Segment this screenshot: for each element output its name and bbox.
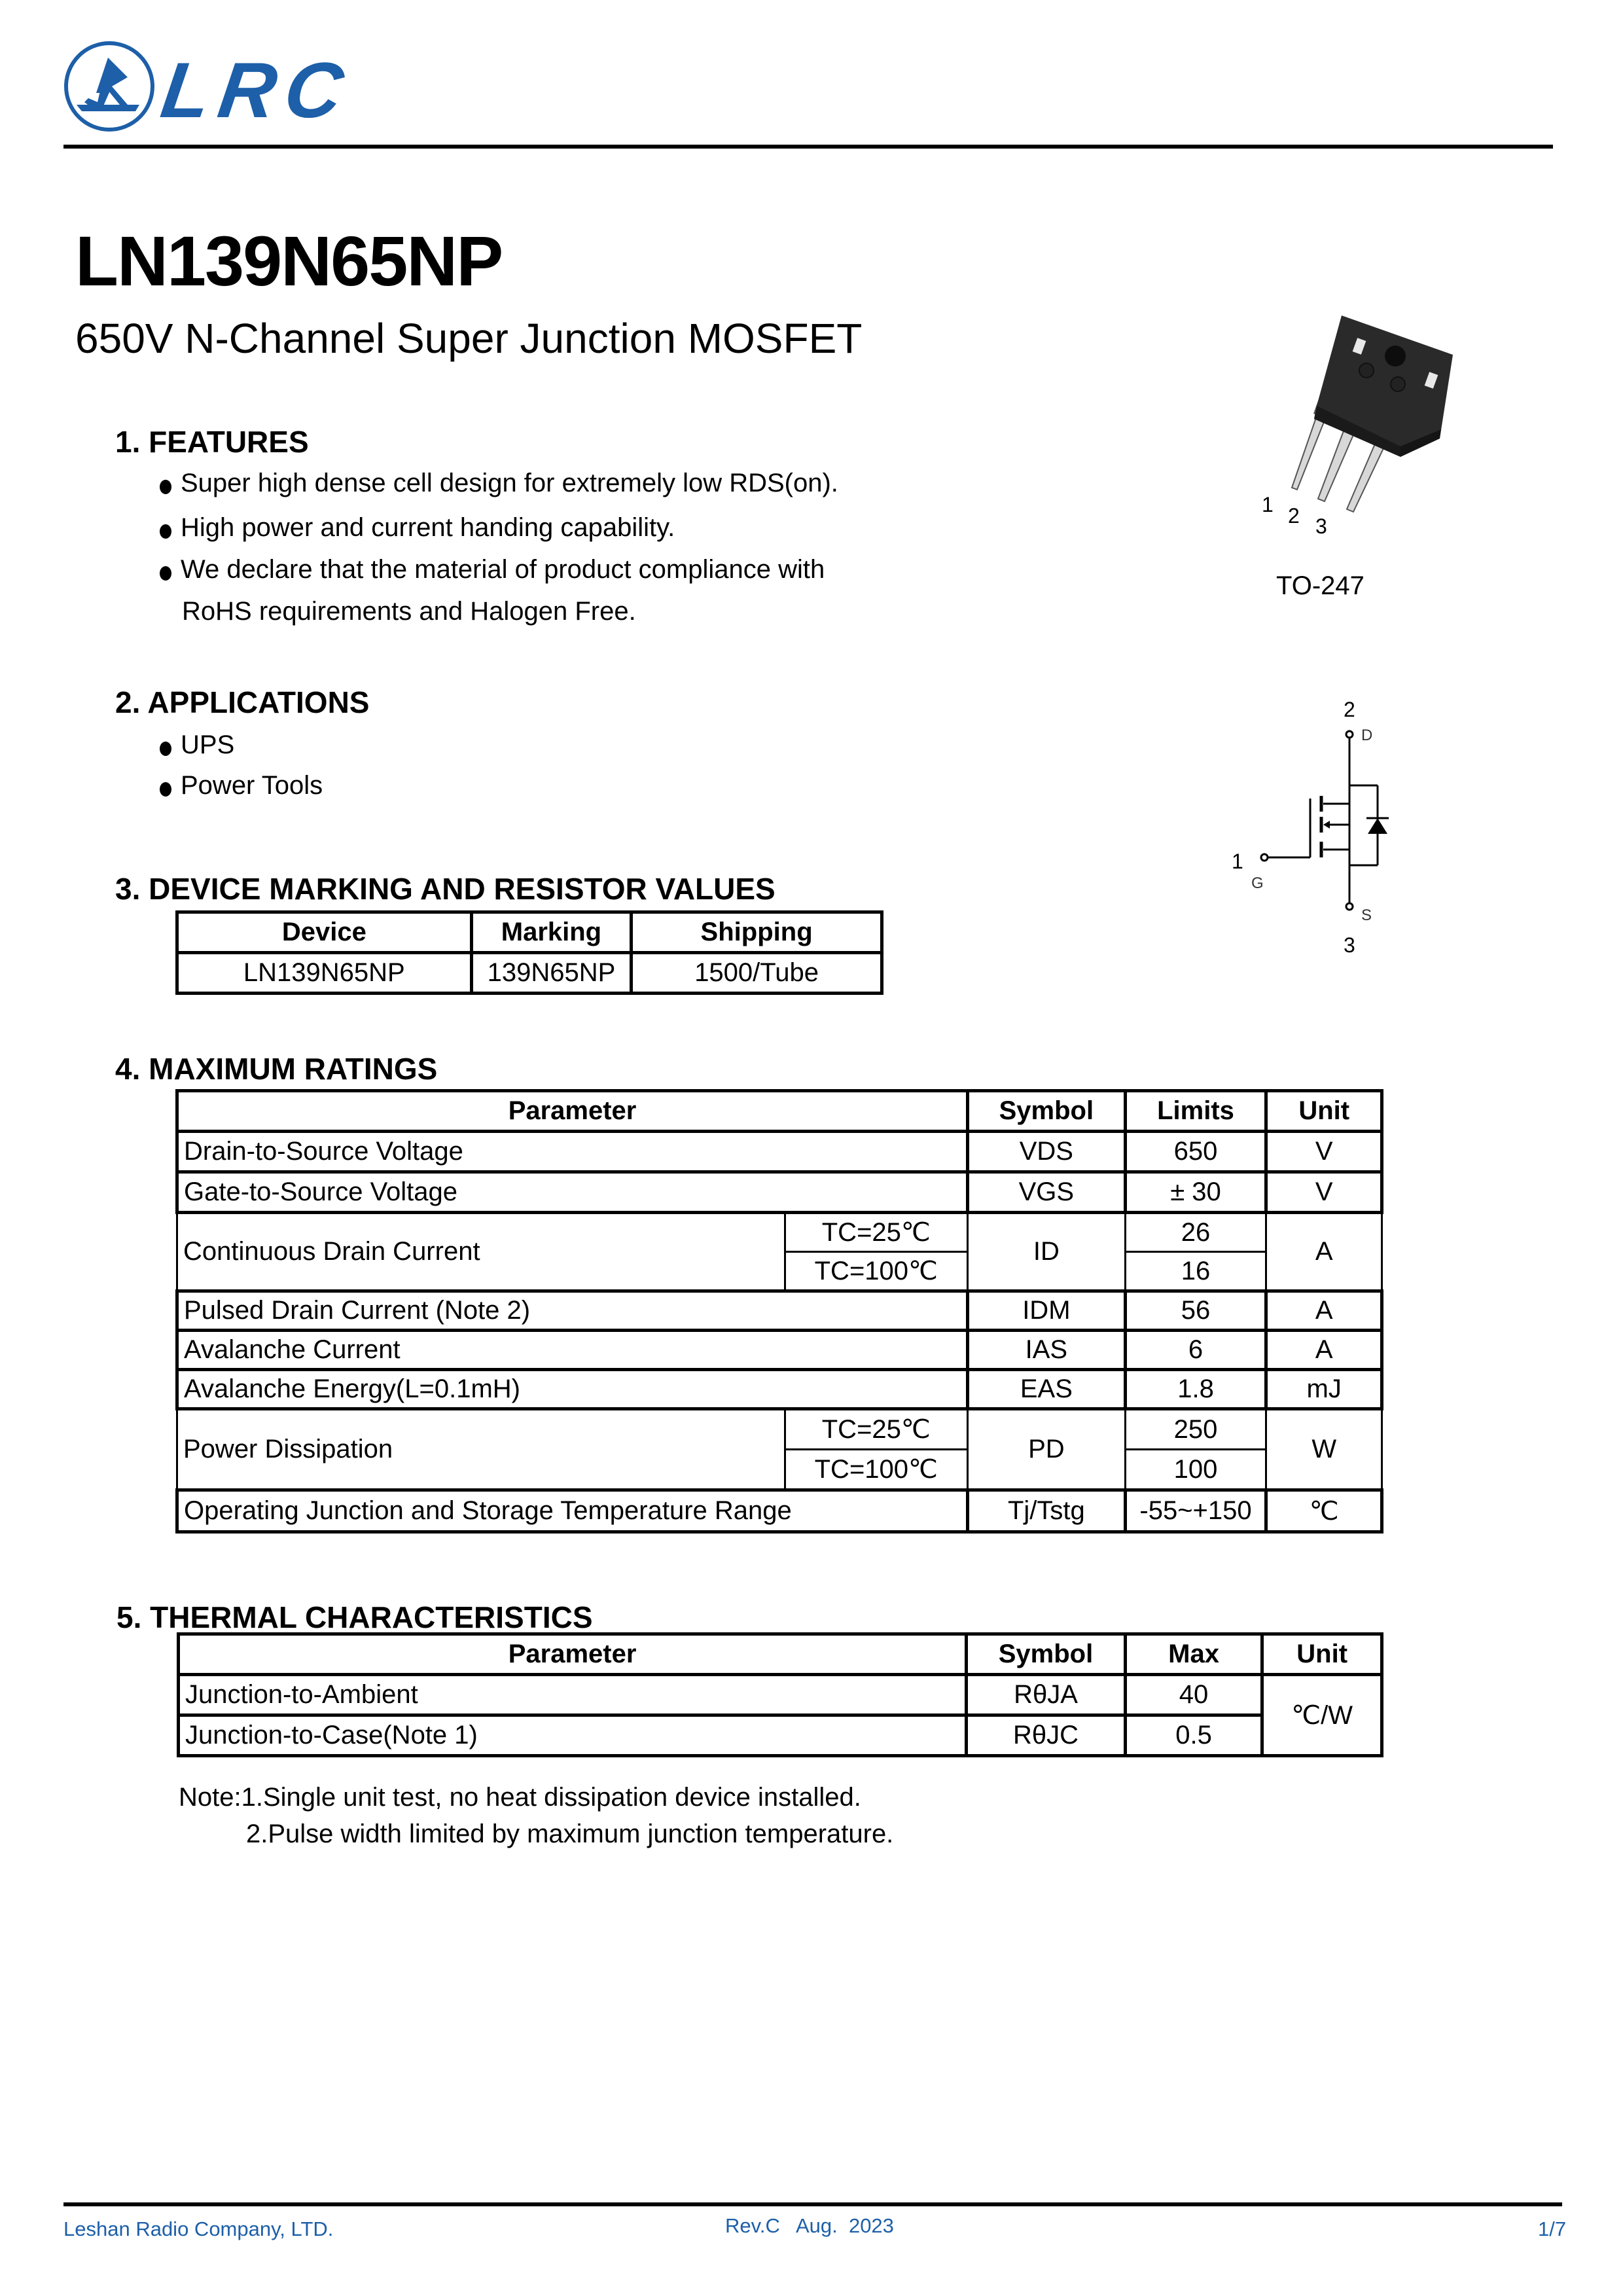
- table-row: [179, 1715, 1382, 1756]
- parameter-cell: Drain-to-Source Voltage: [177, 1132, 968, 1172]
- logo-wordmark: LRC: [156, 46, 358, 134]
- parameter-cell: Junction-to-Case(Note 1): [179, 1715, 967, 1756]
- unit-cell: ℃: [1266, 1490, 1382, 1532]
- bullet-icon: [160, 742, 171, 756]
- bullet-icon: [160, 782, 171, 797]
- limit-cell: 100: [1125, 1450, 1266, 1490]
- footer-revision: Rev.C Aug. 2023: [725, 2214, 894, 2237]
- feature-item: We declare that the material of product compliance with: [160, 556, 825, 583]
- note-2: 2.Pulse width limited by maximum junction temperature.: [246, 1820, 894, 1848]
- max-ratings-table: [175, 1089, 1383, 1534]
- source-pin-number: 3: [1344, 933, 1355, 957]
- symbol-cell: EAS: [968, 1370, 1126, 1409]
- footer-company: Leshan Radio Company, LTD.: [63, 2217, 334, 2240]
- parameter-cell: Avalanche Energy(L=0.1mH): [177, 1370, 968, 1409]
- table-row: [177, 1331, 1382, 1370]
- column-header: Symbol: [967, 1634, 1126, 1675]
- symbol-cell: ID: [968, 1213, 1126, 1291]
- column-header: Device: [177, 912, 472, 953]
- source-label: S: [1361, 906, 1372, 924]
- limit-cell: 6: [1125, 1331, 1266, 1370]
- gate-pin-number: 1: [1232, 850, 1243, 873]
- pin-1-label: 1: [1262, 493, 1274, 516]
- symbol-cell: RθJA: [967, 1675, 1126, 1715]
- column-header: Unit: [1262, 1634, 1382, 1675]
- limit-cell: 250: [1125, 1409, 1266, 1450]
- applications-heading: 2. APPLICATIONS: [115, 685, 370, 719]
- table-row: [179, 1675, 1382, 1715]
- unit-cell: A: [1266, 1331, 1382, 1370]
- column-header: Max: [1125, 1634, 1262, 1675]
- parameter-cell: Gate-to-Source Voltage: [177, 1172, 968, 1213]
- thermal-heading: 5. THERMAL CHARACTERISTICS: [116, 1600, 593, 1634]
- limit-cell: 26: [1125, 1213, 1266, 1252]
- column-header: Limits: [1125, 1091, 1266, 1132]
- pin-3-label: 3: [1315, 514, 1327, 538]
- unit-cell: W: [1266, 1409, 1382, 1490]
- drain-label: D: [1361, 726, 1373, 744]
- column-header: Shipping: [632, 912, 882, 953]
- max-cell: 40: [1125, 1675, 1262, 1715]
- table-row: [177, 1490, 1382, 1532]
- symbol-cell: VDS: [968, 1132, 1126, 1172]
- feature-item: Super high dense cell design for extremely low RDS(on).: [160, 470, 838, 496]
- marking-table: [175, 910, 883, 995]
- table-header-row: [179, 1634, 1382, 1675]
- n-channel-mosfet-symbol-icon: [1230, 713, 1400, 929]
- device-cell: LN139N65NP: [177, 953, 472, 994]
- pin-2-label: 2: [1288, 504, 1300, 528]
- column-header: Marking: [471, 912, 631, 953]
- column-header: Unit: [1266, 1091, 1382, 1132]
- thermal-table: [177, 1632, 1383, 1757]
- symbol-cell: IDM: [968, 1291, 1126, 1331]
- page-title: LN139N65NP: [75, 221, 503, 300]
- table-row: [177, 1132, 1382, 1172]
- feature-item-continuation: RoHS requirements and Halogen Free.: [182, 597, 636, 626]
- condition-cell: TC=25℃: [785, 1213, 968, 1252]
- column-header: Parameter: [179, 1634, 967, 1675]
- unit-cell: ℃/W: [1262, 1675, 1382, 1756]
- features-heading: 1. FEATURES: [115, 425, 309, 459]
- footer-divider: [63, 2202, 1562, 2206]
- application-item: UPS: [160, 732, 234, 758]
- parameter-cell: Operating Junction and Storage Temperature Range: [177, 1490, 968, 1532]
- drain-pin-number: 2: [1344, 698, 1355, 721]
- table-row: [177, 1370, 1382, 1409]
- note-1: Note:1.Single unit test, no heat dissipation device installed.: [179, 1783, 861, 1812]
- header-divider: [63, 145, 1553, 149]
- unit-cell: A: [1266, 1213, 1382, 1291]
- bullet-icon: [160, 566, 171, 581]
- footer-page-number: 1/7: [1538, 2217, 1567, 2240]
- table-header-row: [177, 1091, 1382, 1132]
- shipping-cell: 1500/Tube: [632, 953, 882, 994]
- application-item: Power Tools: [160, 772, 323, 798]
- marking-cell: 139N65NP: [471, 953, 631, 994]
- marking-heading: 3. DEVICE MARKING AND RESISTOR VALUES: [115, 872, 776, 906]
- limit-cell: 650: [1125, 1132, 1266, 1172]
- limit-cell: 1.8: [1125, 1370, 1266, 1409]
- max-ratings-heading: 4. MAXIMUM RATINGS: [115, 1052, 438, 1086]
- symbol-cell: Tj/Tstg: [968, 1490, 1126, 1532]
- page-subtitle: 650V N-Channel Super Junction MOSFET: [75, 315, 863, 362]
- parameter-cell: Pulsed Drain Current (Note 2): [177, 1291, 968, 1331]
- limit-cell: ± 30: [1125, 1172, 1266, 1213]
- unit-cell: V: [1266, 1172, 1382, 1213]
- limit-cell: 56: [1125, 1291, 1266, 1331]
- package-name: TO-247: [1276, 571, 1364, 600]
- symbol-cell: RθJC: [967, 1715, 1126, 1756]
- lrc-logo-icon: [62, 39, 156, 134]
- condition-cell: TC=25℃: [785, 1409, 968, 1450]
- bullet-icon: [160, 524, 171, 539]
- column-header: Parameter: [177, 1091, 968, 1132]
- table-row: [177, 1172, 1382, 1213]
- parameter-cell: Continuous Drain Current: [177, 1213, 785, 1291]
- table-row: [177, 1291, 1382, 1331]
- condition-cell: TC=100℃: [785, 1450, 968, 1490]
- parameter-cell: Power Dissipation: [177, 1409, 785, 1490]
- unit-cell: V: [1266, 1132, 1382, 1172]
- bullet-icon: [160, 480, 171, 494]
- to247-package-icon: [1243, 308, 1466, 530]
- table-row: [177, 1213, 1382, 1252]
- symbol-cell: IAS: [968, 1331, 1126, 1370]
- limit-cell: -55~+150: [1125, 1490, 1266, 1532]
- table-header-row: [177, 912, 882, 953]
- gate-label: G: [1251, 874, 1264, 892]
- column-header: Symbol: [968, 1091, 1126, 1132]
- parameter-cell: Avalanche Current: [177, 1331, 968, 1370]
- max-cell: 0.5: [1125, 1715, 1262, 1756]
- unit-cell: A: [1266, 1291, 1382, 1331]
- condition-cell: TC=100℃: [785, 1252, 968, 1291]
- table-row: [177, 1409, 1382, 1450]
- parameter-cell: Junction-to-Ambient: [179, 1675, 967, 1715]
- feature-item: High power and current handing capability.: [160, 514, 675, 541]
- unit-cell: mJ: [1266, 1370, 1382, 1409]
- limit-cell: 16: [1125, 1252, 1266, 1291]
- table-row: [177, 953, 882, 994]
- symbol-cell: VGS: [968, 1172, 1126, 1213]
- symbol-cell: PD: [968, 1409, 1126, 1490]
